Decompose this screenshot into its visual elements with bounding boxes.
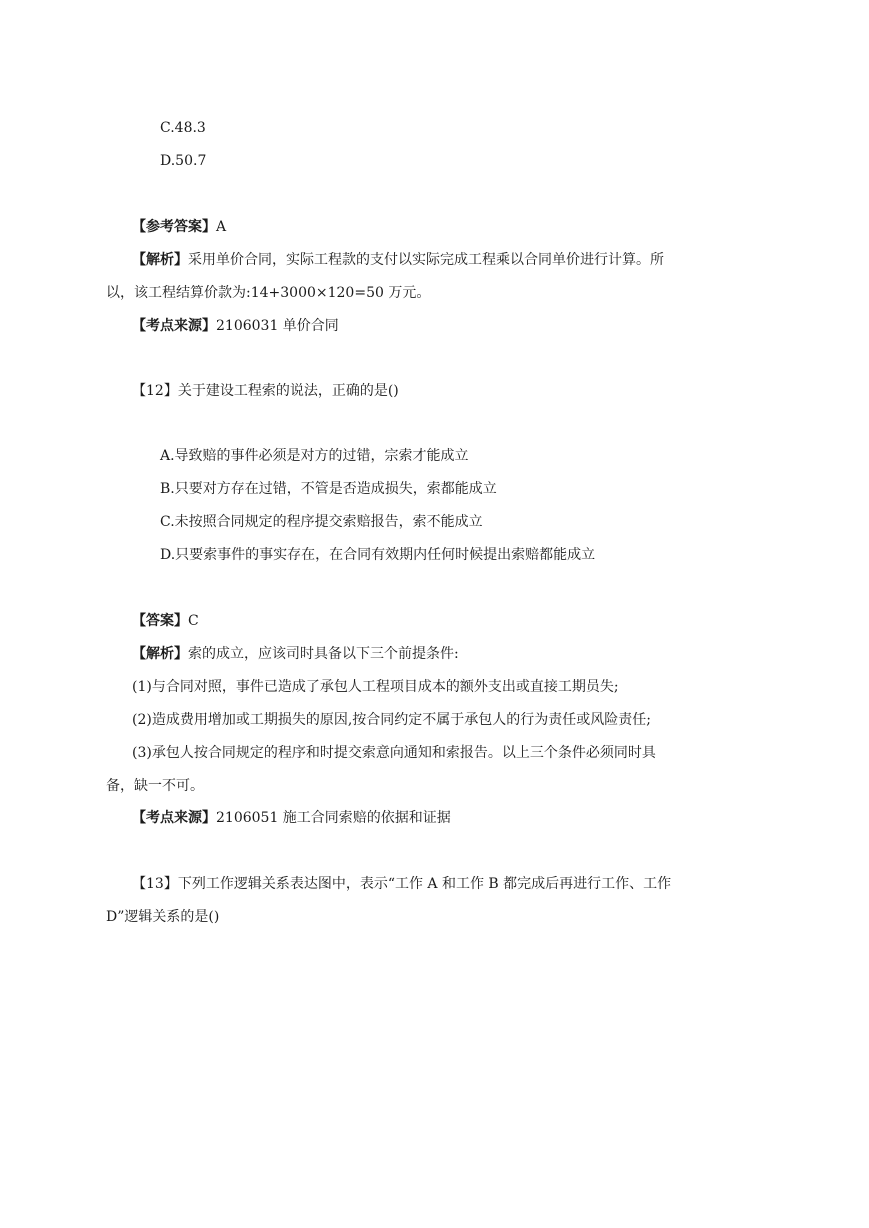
q11-analysis bbox=[0, 250, 869, 270]
q11-source-value: 2106031 单价合同 bbox=[216, 318, 339, 334]
q12-condition-3-line2: 备，缺一不可。 bbox=[106, 778, 204, 794]
q11-analysis-label: 【解析】 bbox=[132, 252, 188, 268]
q12-analysis bbox=[0, 644, 869, 664]
q11-answer-value: A bbox=[216, 219, 227, 235]
q12-analysis-text: 索的成立，应该司时具备以下三个前提条件: bbox=[188, 646, 459, 662]
q12-source-label: 【考点来源】 bbox=[132, 810, 216, 826]
q12-answer-label: 【答案】 bbox=[132, 613, 188, 629]
q12-answer-value: C bbox=[188, 613, 199, 629]
q12-analysis-label: 【解析】 bbox=[132, 646, 188, 662]
q12-condition-2: (2)造成费用增加或工期损失的原因,按合同约定不属于承包人的行为责任或风险责任; bbox=[132, 712, 651, 728]
q12-option-d: D.只要索事件的事实存在，在合同有效期内任何时候提出索赔都能成立 bbox=[160, 547, 596, 563]
q12-option-a: A.导致赔的事件必须是对方的过错，宗索才能成立 bbox=[160, 448, 469, 464]
q11-option-c: C.48.3 bbox=[160, 120, 206, 136]
q11-source bbox=[0, 316, 869, 336]
q13-question-line2: D”逻辑关系的是() bbox=[106, 909, 220, 925]
q11-analysis-line2: 以，该工程结算价款为:14+3000×120=50 万元。 bbox=[106, 285, 431, 301]
q12-option-c: C.未按照合同规定的程序提交索赔报告，索不能成立 bbox=[160, 514, 483, 530]
q12-source bbox=[0, 808, 869, 828]
q11-answer-label: 【参考答案】 bbox=[132, 219, 216, 235]
q12-condition-3-line1: (3)承包人按合同规定的程序和时提交索意向通知和索报告。以上三个条件必须同时具 bbox=[132, 745, 656, 761]
q12-option-b: B.只要对方存在过错，不管是否造成损失，索都能成立 bbox=[160, 481, 497, 497]
q11-option-d: D.50.7 bbox=[160, 153, 207, 169]
q11-analysis-line1: 采用单价合同，实际工程款的支付以实际完成工程乘以合同单价进行计算。所 bbox=[188, 252, 664, 268]
q12-answer bbox=[0, 611, 869, 631]
q12-source-value: 2106051 施工合同索赔的依据和证据 bbox=[216, 810, 451, 826]
q12-condition-1: (1)与合同对照，事件已造成了承包人工程项目成本的额外支出或直接工期员失; bbox=[132, 679, 619, 695]
q12-question: 【12】关于建设工程索的说法，正确的是() bbox=[132, 383, 399, 399]
q11-source-label: 【考点来源】 bbox=[132, 318, 216, 334]
q11-answer bbox=[0, 217, 869, 237]
q13-question-line1: 【13】下列工作逻辑关系表达图中，表示“工作 A 和工作 B 都完成后再进行工作、工作 bbox=[132, 876, 672, 892]
